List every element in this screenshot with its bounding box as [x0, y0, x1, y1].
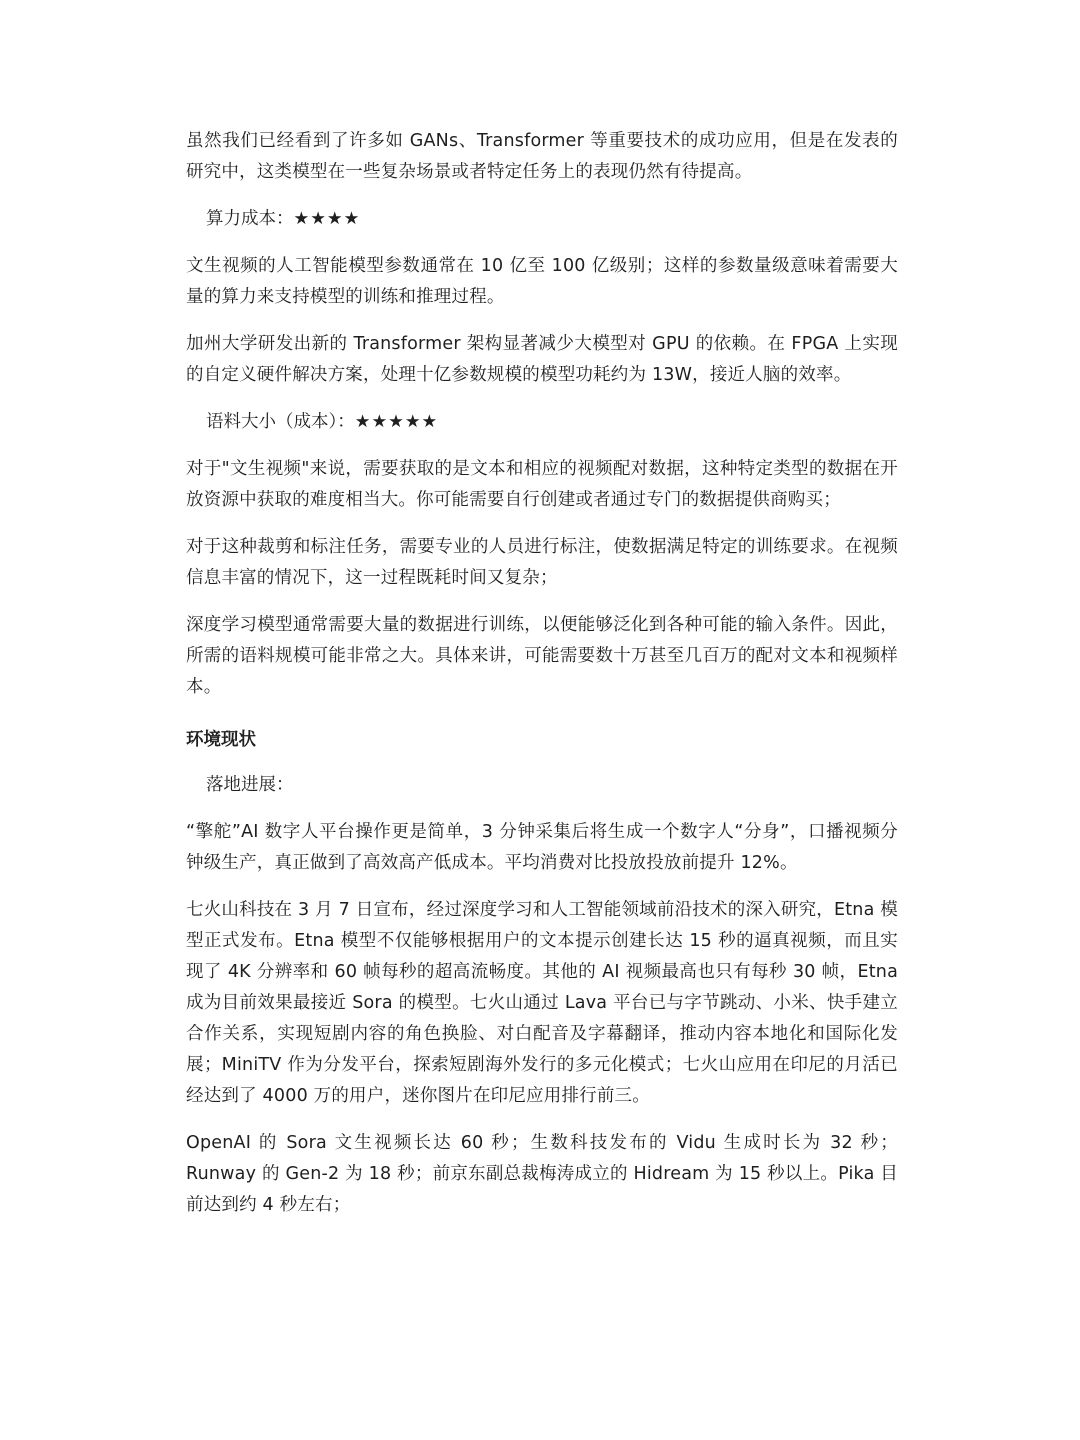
paragraph-model-parameters: 文生视频的人工智能模型参数通常在 10 亿至 100 亿级别；这样的参数量级意味着需要大量的算力来支持模型的训练和推理过程。: [186, 256, 898, 307]
compute-cost-rating: [186, 204, 898, 235]
paragraph-etna-model: 七火山科技在 3 月 7 日宣布，经过深度学习和人工智能领域前沿技术的深入研究，Etna 模型正式发布。Etna 模型不仅能够根据用户的文本提示创建长达 15 秒的逼真视频，而且实现了 4K 分辨率和 60 帧每秒的超高流畅度。其他的 AI 视频最高也只有每秒 30 帧，Etna 成为目前效果最接近 Sora 的模型。七火山通过 Lava 平台已与字节跳动、小米、快手建立合作关系，实现短剧内容的角色换脸、对白配音及字幕翻译，推动内容本地化和国际化发展；MiniTV 作为分发平台，探索短剧海外发行的多元化模式；七火山应用在印尼的月活已经达到了 4000 万的用户，迷你图片在印尼应用排行前三。: [186, 900, 898, 1106]
progress-label: 落地进展：: [206, 775, 294, 795]
compute-cost-stars: ★★★★: [293, 209, 361, 229]
paragraph-corpus-scale: 深度学习模型通常需要大量的数据进行训练，以便能够泛化到各种可能的输入条件。因此，所需的语料规模可能非常之大。具体来讲，可能需要数十万甚至几百万的配对文本和视频样本。: [186, 615, 898, 697]
paragraph-gans-transformer: 虽然我们已经看到了许多如 GANs、Transformer 等重要技术的成功应用，但是在发表的研究中，这类模型在一些复杂场景或者特定任务上的表现仍然有待提高。: [186, 131, 898, 182]
compute-cost-label: 算力成本：: [206, 209, 294, 229]
document-body: [186, 126, 898, 1237]
paragraph-digital-human: “擎舵”AI 数字人平台操作更是简单，3 分钟采集后将生成一个数字人“分身”，口播视频分钟级生产，真正做到了高效高产低成本。平均消费对比投放投放前提升 12%。: [186, 822, 898, 873]
paragraph-annotation: 对于这种裁剪和标注任务，需要专业的人员进行标注，使数据满足特定的训练要求。在视频信息丰富的情况下，这一过程既耗时间又复杂；: [186, 537, 898, 588]
paragraph-video-lengths: OpenAI 的 Sora 文生视频长达 60 秒；生数科技发布的 Vidu 生成时长为 32 秒；Runway 的 Gen-2 为 18 秒；前京东副总裁梅涛成立的 Hidream 为 15 秒以上。Pika 目前达到约 4 秒左右；: [186, 1133, 898, 1215]
corpus-size-label: 语料大小（成本）：: [206, 412, 355, 432]
corpus-size-stars: ★★★★★: [354, 412, 439, 432]
corpus-size-rating: [186, 407, 898, 438]
section-heading: 环境现状: [186, 730, 256, 750]
paragraph-paired-data: 对于"文生视频"来说，需要获取的是文本和相应的视频配对数据，这种特定类型的数据在开放资源中获取的难度相当大。你可能需要自行创建或者通过专门的数据提供商购买；: [186, 459, 898, 510]
paragraph-uc-transformer: 加州大学研发出新的 Transformer 架构显著减少大模型对 GPU 的依赖。在 FPGA 上实现的自定义硬件解决方案，处理十亿参数规模的模型功耗约为 13W，接近人脑的效率。: [186, 334, 898, 385]
